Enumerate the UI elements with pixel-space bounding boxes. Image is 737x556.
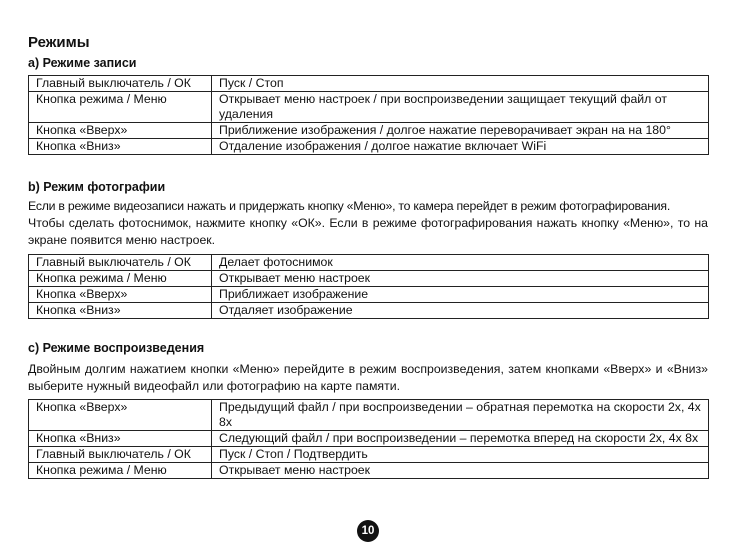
table-cell-key: Кнопка «Вверх» — [29, 287, 212, 303]
table-cell-key: Главный выключатель / ОК — [29, 447, 212, 463]
table-cell-value: Делает фотоснимок — [212, 255, 709, 271]
table-cell-key: Кнопка режима / Меню — [29, 271, 212, 287]
table-row — [29, 123, 709, 139]
page-title: Режимы — [28, 34, 90, 51]
table-cell-key: Кнопка режима / Меню — [29, 92, 212, 123]
table-row — [29, 92, 709, 123]
table-cell-value: Приближает изображение — [212, 287, 709, 303]
table-cell-value: Открывает меню настроек — [212, 463, 709, 479]
table-row — [29, 463, 709, 479]
table-row — [29, 76, 709, 92]
table-cell-key: Кнопка «Вверх» — [29, 123, 212, 139]
table-row — [29, 255, 709, 271]
table-cell-value: Приближение изображения / долгое нажатие переворачивает экран на на 180° — [212, 123, 709, 139]
playback-buttons-table — [28, 399, 709, 479]
table-row — [29, 431, 709, 447]
section-heading-recording: a) Режиме записи — [28, 56, 137, 70]
table-cell-value: Пуск / Стоп — [212, 76, 709, 92]
table-row — [29, 400, 709, 431]
table-cell-key: Главный выключатель / ОК — [29, 255, 212, 271]
recording-buttons-table — [28, 75, 709, 155]
table-cell-key: Кнопка режима / Меню — [29, 463, 212, 479]
table-row — [29, 447, 709, 463]
table-cell-value: Следующий файл / при воспроизведении – перемотка вперед на скорости 2x, 4x 8x — [212, 431, 709, 447]
table-row — [29, 271, 709, 287]
table-cell-key: Кнопка «Вниз» — [29, 303, 212, 319]
table-cell-key: Главный выключатель / ОК — [29, 76, 212, 92]
table-cell-value: Предыдущий файл / при воспроизведении – обратная перемотка на скорости 2x, 4x 8x — [212, 400, 709, 431]
photo-buttons-table — [28, 254, 709, 319]
table-cell-value: Открывает меню настроек / при воспроизведении защищает текущий файл от удаления — [212, 92, 709, 123]
table-cell-value: Открывает меню настроек — [212, 271, 709, 287]
table-cell-key: Кнопка «Вниз» — [29, 431, 212, 447]
table-cell-value: Отдаление изображения / долгое нажатие включает WiFi — [212, 139, 709, 155]
section-heading-photo: b) Режим фотографии — [28, 180, 166, 194]
photo-paragraph-line1: Если в режиме видеозаписи нажать и придержать кнопку «Меню», то камера перейдет в режим фотографирования. — [28, 199, 670, 213]
table-row — [29, 139, 709, 155]
playback-paragraph: Двойным долгим нажатием кнопки «Меню» перейдите в режим воспроизведения, затем кнопками «Вверх» и «Вниз» выберите нужный видеофайл или фотографию на карте памяти. — [28, 362, 708, 393]
table-cell-key: Кнопка «Вниз» — [29, 139, 212, 155]
photo-paragraph: Чтобы сделать фотоснимок, нажмите кнопку «ОК». Если в режиме фотографирования нажать кнопку «Меню», то на экране появится меню настроек. — [28, 216, 708, 247]
table-row — [29, 287, 709, 303]
table-row — [29, 303, 709, 319]
table-cell-value: Отдаляет изображение — [212, 303, 709, 319]
section-heading-playback: c) Режиме воспроизведения — [28, 341, 205, 355]
table-cell-key: Кнопка «Вверх» — [29, 400, 212, 431]
page-number: 10 — [357, 520, 379, 542]
table-cell-value: Пуск / Стоп / Подтвердить — [212, 447, 709, 463]
